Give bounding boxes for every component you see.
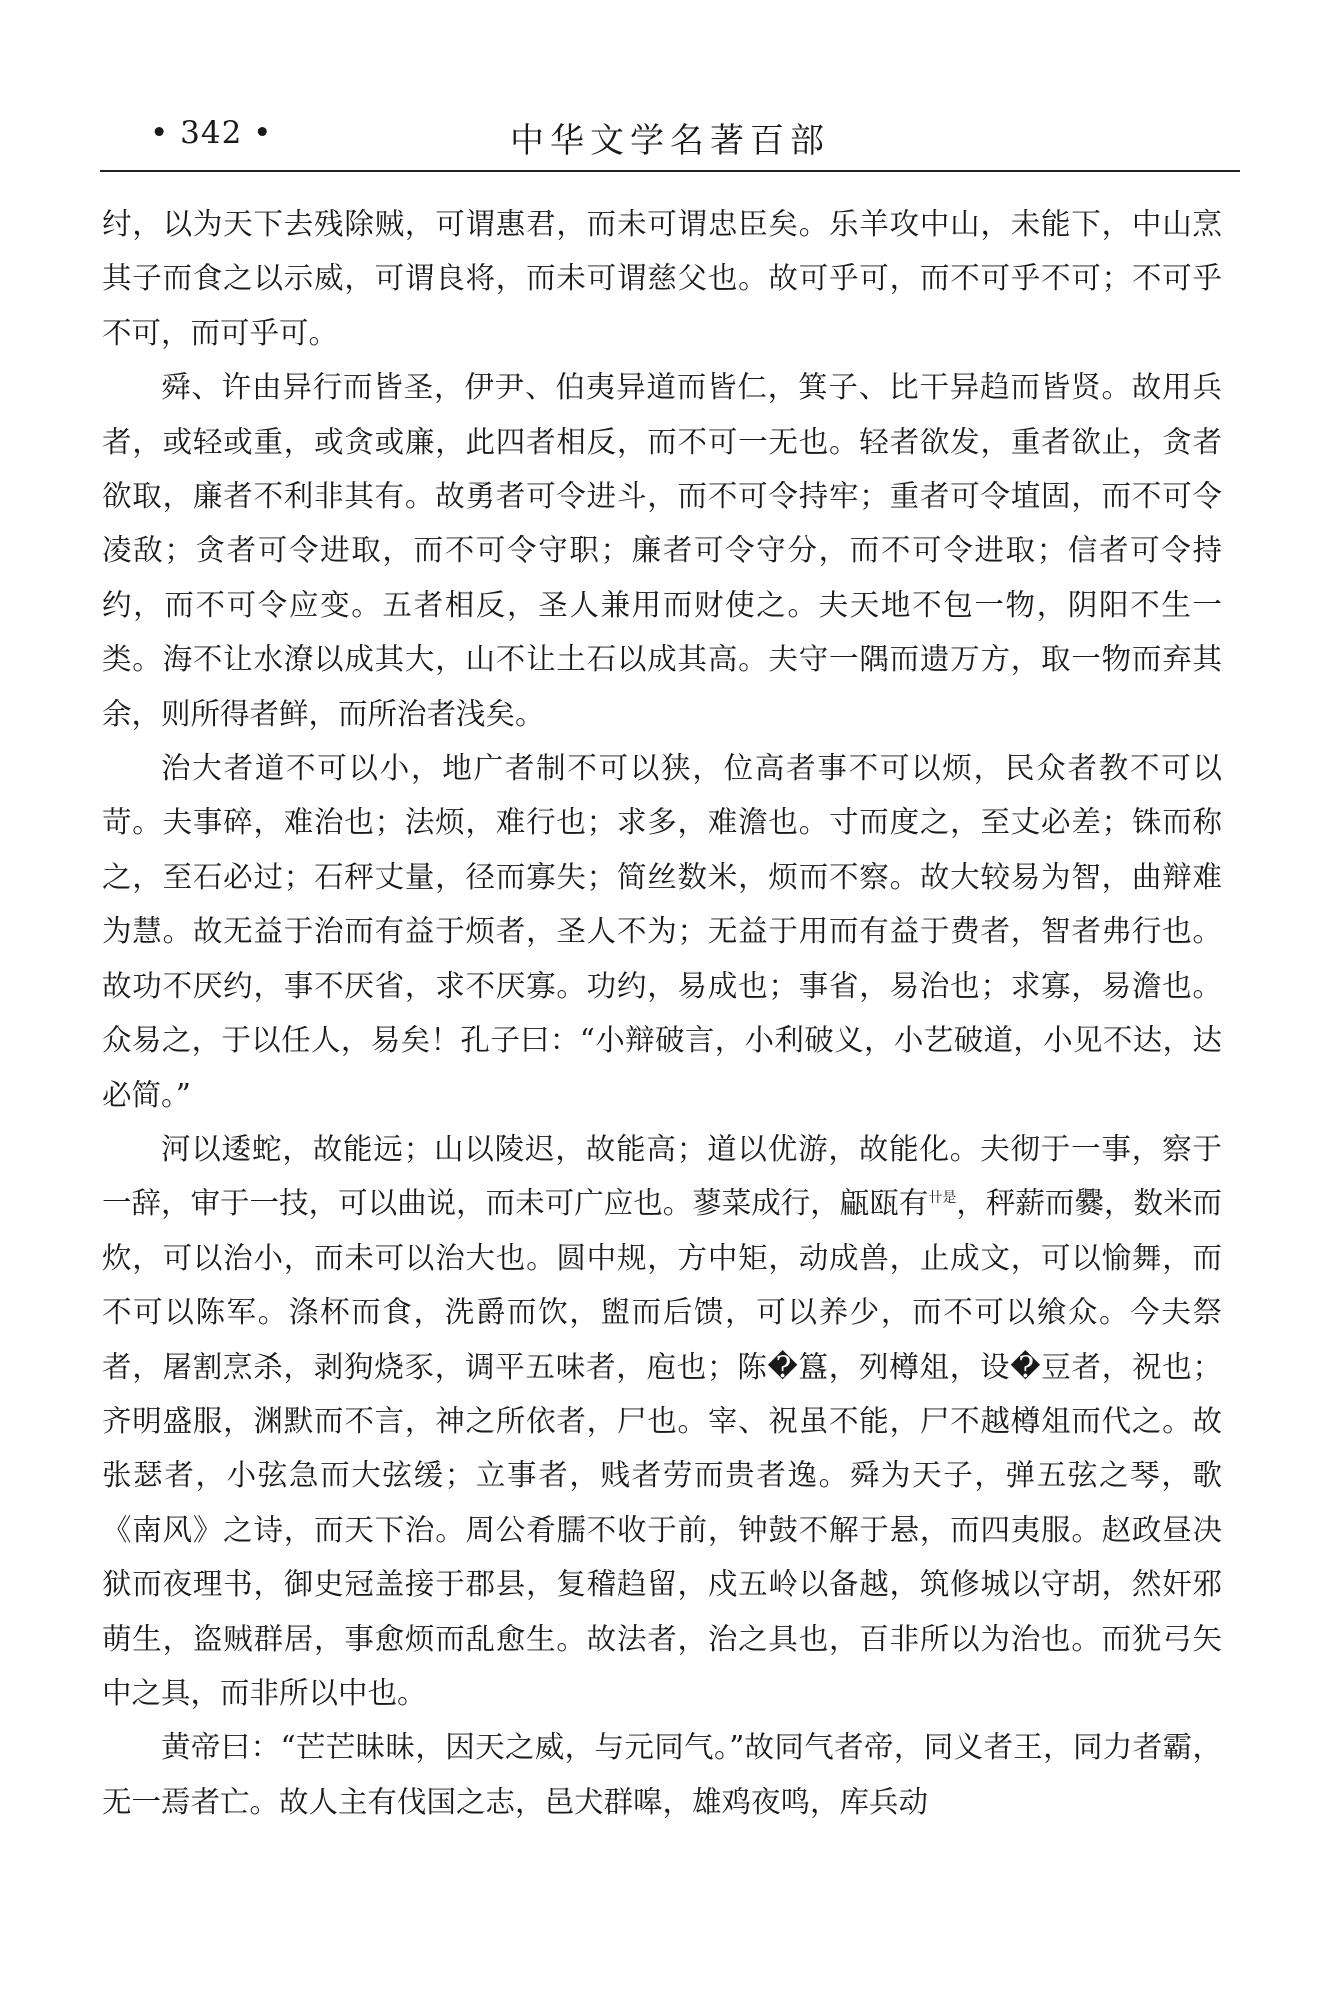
paragraph-4-part-b: ，秤薪而爨，数米而炊，可以治小，而未可以治大也。圆中规，方中矩，动成兽，止成文，可以愉舞，而不可以陈军。涤杯而食，洗爵而饮，盥而后馈，可以养少，而不可以飨众。今夫祭者，屠割烹杀，剥狗烧豕，调平五味者，庖也；陈�簋，列樽俎，设�豆者，祝也；齐明盛服，渊默而不言，神之所依者，尸也。宰、祝虽不能，尸不越樽俎而代之。故张瑟者，小弦急而大弦缓；立事者，贱者劳而贵者逸。舜为天子，弹五弦之琴，歌《南风》之诗，而天下治。周公肴臑不收于前，钟鼓不解于悬，而四夷服。赵政昼决狱而夜理书，御史冠盖接于郡县，复稽趋留，戍五岭以备越，筑修城以守胡，然奸邪萌生，盗贼群居，事愈烦而乱愈生。故法者，治之具也，百非所以为治也。而犹弓矢中之具，而非所以中也。 xyxy=(102,1186,1222,1710)
page-header xyxy=(100,105,1240,169)
page-number: • 342 • xyxy=(150,115,273,151)
body-text xyxy=(102,197,1222,1829)
paragraph-4-part-a: 河以逶蛇，故能远；山以陵迟，故能高；道以优游，故能化。夫彻于一事，察于一辞，审于一技，可以曲说，而未可广应也。蓼菜成行，甂瓯有 xyxy=(102,1131,1222,1221)
paragraph-2: 舜、许由异行而皆圣，伊尹、伯夷异道而皆仁，箕子、比干异趋而皆贤。故用兵者，或轻或重，或贪或廉，此四者相反，而不可一无也。轻者欲发，重者欲止，贪者欲取，廉者不利非其有。故勇者可令进斗，而不可令持牢；重者可令埴固，而不可令凌敌；贪者可令进取，而不可令守职；廉者可令守分，而不可令进取；信者可令持约，而不可令应变。五者相反，圣人兼用而财使之。夫天地不包一物，阴阳不生一类。海不让水潦以成其大，山不让土石以成其高。夫守一隅而遗万方，取一物而弃其余，则所得者鲜，而所治者浅矣。 xyxy=(102,370,1222,731)
composite-glyph: 卄是 xyxy=(928,1190,957,1207)
header-rule xyxy=(100,170,1240,172)
paragraph-3: 治大者道不可以小，地广者制不可以狭，位高者事不可以烦，民众者教不可以苛。夫事碎，难治也；法烦，难行也；求多，难澹也。寸而度之，至丈必差；铢而称之，至石必过；石秤丈量，径而寡失；简丝数米，烦而不察。故大较易为智，曲辩难为慧。故无益于治而有益于烦者，圣人不为；无益于用而有益于费者，智者弗行也。故功不厌约，事不厌省，求不厌寡。功约，易成也；事省，易治也；求寡，易澹也。众易之，于以任人，易矣！孔子曰：“小辩破言，小利破义，小艺破道，小见不达，达必简。” xyxy=(102,751,1222,1112)
book-title: 中华文学名著百部 xyxy=(510,121,830,161)
paragraph-5: 黄帝曰：“芒芒昧昧，因天之威，与元同气。”故同气者帝，同义者王，同力者霸，无一焉者亡。故人主有伐国之志，邑犬群嗥，雄鸡夜鸣，库兵动 xyxy=(102,1730,1222,1819)
paragraph-4 xyxy=(102,1122,1222,1720)
paragraph-1: 纣，以为天下去残除贼，可谓惠君，而未可谓忠臣矣。乐羊攻中山，未能下，中山烹其子而食之以示威，可谓良将，而未可谓慈父也。故可乎可，而不可乎不可；不可乎不可，而可乎可。 xyxy=(102,207,1222,350)
